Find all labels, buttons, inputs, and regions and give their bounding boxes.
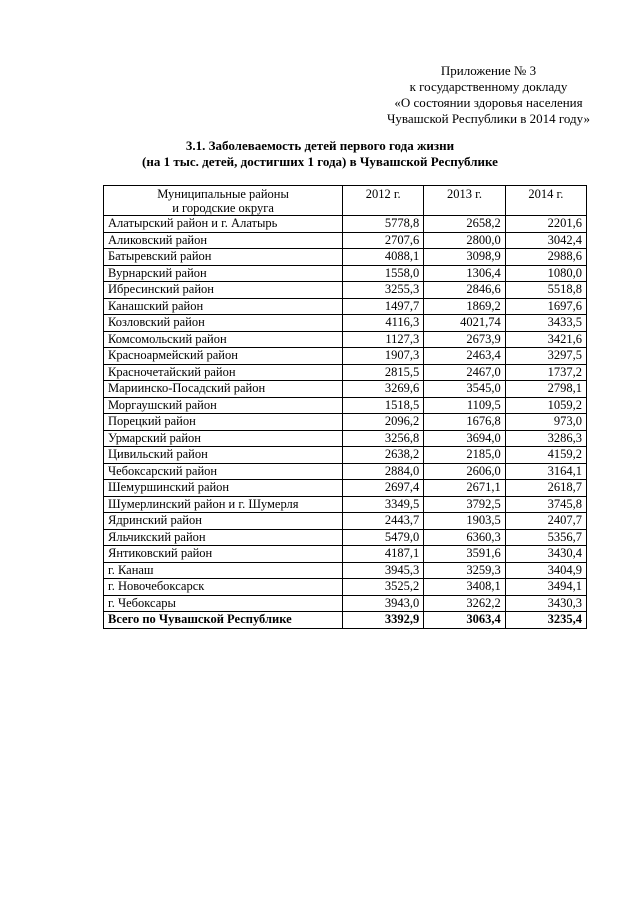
municipality-cell: г. Канаш (104, 562, 343, 579)
total-value-2013: 3063,4 (424, 612, 505, 629)
total-value-2012: 3392,9 (343, 612, 424, 629)
appendix-line-4: Чувашской Республики в 2014 году» (386, 111, 590, 126)
appendix-line-2: к государственному докладу (409, 79, 568, 94)
table-row (104, 397, 587, 414)
value-cell-2013: 3545,0 (424, 381, 505, 398)
value-cell-2014: 2798,1 (505, 381, 586, 398)
total-value-2014: 3235,4 (505, 612, 586, 629)
municipality-cell: Красночетайский район (104, 364, 343, 381)
value-cell-2014: 5518,8 (505, 282, 586, 299)
table-row (104, 265, 587, 282)
table-row (104, 430, 587, 447)
value-cell-2014: 3433,5 (505, 315, 586, 332)
total-row (104, 612, 587, 629)
value-cell-2012: 2443,7 (343, 513, 424, 530)
municipality-cell: Чебоксарский район (104, 463, 343, 480)
municipality-cell: Канашский район (104, 298, 343, 315)
municipality-cell: Алатырский район и г. Алатырь (104, 216, 343, 233)
value-cell-2014: 3430,4 (505, 546, 586, 563)
value-cell-2012: 3349,5 (343, 496, 424, 513)
municipality-cell: Красноармейский район (104, 348, 343, 365)
municipality-cell: г. Новочебоксарск (104, 579, 343, 596)
value-cell-2014: 3430,3 (505, 595, 586, 612)
municipality-cell: г. Чебоксары (104, 595, 343, 612)
value-cell-2014: 3421,6 (505, 331, 586, 348)
value-cell-2013: 2671,1 (424, 480, 505, 497)
value-cell-2013: 4021,74 (424, 315, 505, 332)
municipality-cell: Моргаушский район (104, 397, 343, 414)
value-cell-2012: 4088,1 (343, 249, 424, 266)
municipality-cell: Аликовский район (104, 232, 343, 249)
table-row (104, 579, 587, 596)
value-cell-2013: 3262,2 (424, 595, 505, 612)
value-cell-2013: 1306,4 (424, 265, 505, 282)
table-row (104, 513, 587, 530)
table-row (104, 414, 587, 431)
value-cell-2013: 2673,9 (424, 331, 505, 348)
table-row (104, 381, 587, 398)
value-cell-2013: 6360,3 (424, 529, 505, 546)
value-cell-2012: 1518,5 (343, 397, 424, 414)
value-cell-2014: 3297,5 (505, 348, 586, 365)
total-label: Всего по Чувашской Республике (104, 612, 343, 629)
value-cell-2012: 5479,0 (343, 529, 424, 546)
table-row (104, 595, 587, 612)
municipality-cell: Янтиковский район (104, 546, 343, 563)
value-cell-2014: 4159,2 (505, 447, 586, 464)
value-cell-2014: 2407,7 (505, 513, 586, 530)
value-cell-2013: 2467,0 (424, 364, 505, 381)
morbidity-table (103, 185, 587, 629)
value-cell-2012: 1558,0 (343, 265, 424, 282)
value-cell-2013: 3408,1 (424, 579, 505, 596)
value-cell-2014: 1737,2 (505, 364, 586, 381)
value-cell-2012: 4187,1 (343, 546, 424, 563)
table-row (104, 282, 587, 299)
value-cell-2014: 2201,6 (505, 216, 586, 233)
value-cell-2013: 1676,8 (424, 414, 505, 431)
header-2012: 2012 г. (343, 186, 424, 216)
appendix-line-1: Приложение № 3 (440, 63, 537, 78)
municipality-cell: Яльчикский район (104, 529, 343, 546)
value-cell-2013: 2606,0 (424, 463, 505, 480)
table-title-line-2: (на 1 тыс. детей, достигших 1 года) в Чувашской Республике (142, 154, 498, 169)
value-cell-2012: 2707,6 (343, 232, 424, 249)
value-cell-2013: 2185,0 (424, 447, 505, 464)
value-cell-2012: 1907,3 (343, 348, 424, 365)
value-cell-2013: 3694,0 (424, 430, 505, 447)
municipality-cell: Цивильский район (104, 447, 343, 464)
table-row (104, 529, 587, 546)
value-cell-2013: 2800,0 (424, 232, 505, 249)
value-cell-2012: 3945,3 (343, 562, 424, 579)
municipality-cell: Порецкий район (104, 414, 343, 431)
value-cell-2014: 1697,6 (505, 298, 586, 315)
value-cell-2014: 2988,6 (505, 249, 586, 266)
value-cell-2012: 4116,3 (343, 315, 424, 332)
value-cell-2013: 1109,5 (424, 397, 505, 414)
municipality-cell: Батыревский район (104, 249, 343, 266)
value-cell-2014: 3494,1 (505, 579, 586, 596)
appendix-header (387, 63, 590, 127)
value-cell-2013: 3259,3 (424, 562, 505, 579)
appendix-line-3: «О состоянии здоровья населения (394, 95, 583, 110)
value-cell-2013: 2846,6 (424, 282, 505, 299)
value-cell-2013: 3098,9 (424, 249, 505, 266)
value-cell-2012: 1497,7 (343, 298, 424, 315)
table-row (104, 463, 587, 480)
value-cell-2013: 1903,5 (424, 513, 505, 530)
municipality-cell: Урмарский район (104, 430, 343, 447)
value-cell-2014: 5356,7 (505, 529, 586, 546)
value-cell-2014: 973,0 (505, 414, 586, 431)
value-cell-2012: 3256,8 (343, 430, 424, 447)
table-row (104, 546, 587, 563)
value-cell-2012: 2884,0 (343, 463, 424, 480)
value-cell-2012: 5778,8 (343, 216, 424, 233)
municipality-cell: Ибресинский район (104, 282, 343, 299)
value-cell-2014: 3042,4 (505, 232, 586, 249)
value-cell-2013: 3591,6 (424, 546, 505, 563)
header-municipality-line-2: и городские округа (172, 201, 274, 215)
table-row (104, 232, 587, 249)
table-row (104, 331, 587, 348)
header-municipality-line-1: Муниципальные районы (157, 187, 289, 201)
value-cell-2012: 3525,2 (343, 579, 424, 596)
table-row (104, 249, 587, 266)
table-row (104, 216, 587, 233)
value-cell-2012: 2096,2 (343, 414, 424, 431)
value-cell-2014: 1080,0 (505, 265, 586, 282)
table-body (104, 216, 587, 629)
value-cell-2013: 2463,4 (424, 348, 505, 365)
value-cell-2012: 3943,0 (343, 595, 424, 612)
value-cell-2014: 3745,8 (505, 496, 586, 513)
value-cell-2012: 3255,3 (343, 282, 424, 299)
header-2013: 2013 г. (424, 186, 505, 216)
value-cell-2014: 3404,9 (505, 562, 586, 579)
value-cell-2013: 2658,2 (424, 216, 505, 233)
table-row (104, 496, 587, 513)
table-row (104, 364, 587, 381)
table-title (0, 138, 640, 170)
value-cell-2014: 3286,3 (505, 430, 586, 447)
table-row (104, 315, 587, 332)
municipality-cell: Вурнарский район (104, 265, 343, 282)
municipality-cell: Козловский район (104, 315, 343, 332)
value-cell-2012: 3269,6 (343, 381, 424, 398)
table-title-line-1: 3.1. Заболеваемость детей первого года жизни (185, 138, 455, 153)
table-row (104, 298, 587, 315)
value-cell-2012: 2815,5 (343, 364, 424, 381)
municipality-cell: Шемуршинский район (104, 480, 343, 497)
municipality-cell: Ядринский район (104, 513, 343, 530)
value-cell-2012: 2638,2 (343, 447, 424, 464)
value-cell-2014: 2618,7 (505, 480, 586, 497)
table-row (104, 447, 587, 464)
table-header-row (104, 186, 587, 216)
value-cell-2014: 3164,1 (505, 463, 586, 480)
table-row (104, 348, 587, 365)
table-row (104, 562, 587, 579)
municipality-cell: Шумерлинский район и г. Шумерля (104, 496, 343, 513)
value-cell-2012: 1127,3 (343, 331, 424, 348)
municipality-cell: Мариинско-Посадский район (104, 381, 343, 398)
value-cell-2014: 1059,2 (505, 397, 586, 414)
municipality-cell: Комсомольский район (104, 331, 343, 348)
value-cell-2012: 2697,4 (343, 480, 424, 497)
table-row (104, 480, 587, 497)
value-cell-2013: 1869,2 (424, 298, 505, 315)
value-cell-2013: 3792,5 (424, 496, 505, 513)
header-municipality (104, 186, 343, 216)
header-2014: 2014 г. (505, 186, 586, 216)
